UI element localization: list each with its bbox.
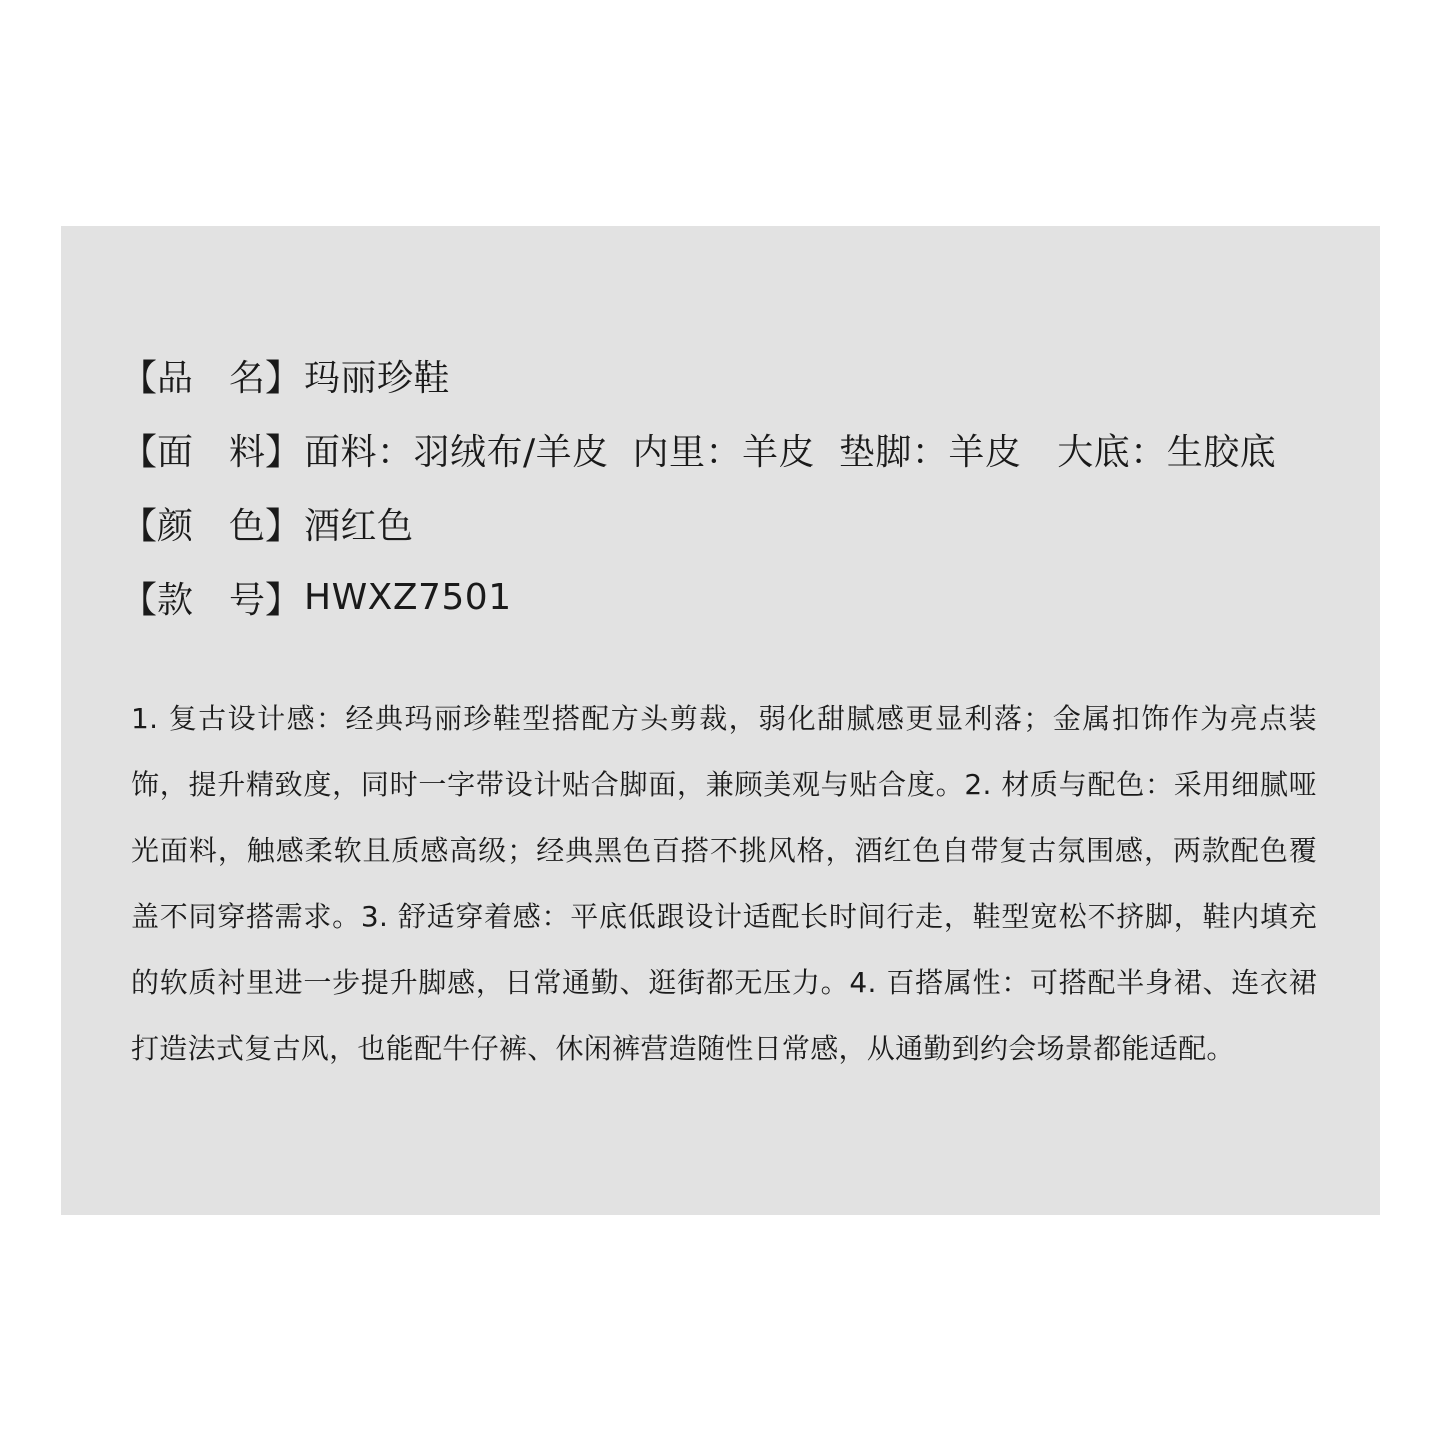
product-info-panel	[61, 226, 1380, 1215]
spec-label: 【品 名】	[121, 357, 302, 399]
spec-label: 【款 号】	[121, 579, 302, 621]
spec-value: 酒红色	[304, 505, 414, 547]
spec-value: HWXZ7501	[304, 576, 512, 618]
spec-label: 【颜 色】	[121, 505, 302, 547]
product-description: 1. 复古设计感：经典玛丽珍鞋型搭配方头剪裁，弱化甜腻感更显利落；金属扣饰作为亮点装饰，提升精致度，同时一字带设计贴合脚面，兼顾美观与贴合度。2. 材质与配色：采用细腻哑光面料，触感柔软且质感高级；经典黑色百搭不挑风格，酒红色自带复古氛围感，两款配色覆盖不同穿搭需求。3. 舒适穿着感：平底低跟设计适配长时间行走，鞋型宽松不挤脚，鞋内填充的软质衬里进一步提升脚感，日常通勤、逛街都无压力。4. 百搭属性：可搭配半身裙、连衣裙打造法式复古风，也能配牛仔裤、休闲裤营造随性日常感，从通勤到约会场景都能适配。	[131, 702, 1317, 1065]
spec-value: 玛丽珍鞋	[304, 357, 451, 399]
spec-row-model	[121, 560, 1341, 634]
spec-row-color	[121, 486, 1341, 560]
spec-list	[121, 338, 1341, 634]
spec-value: 面料：羽绒布/羊皮 内里：羊皮 垫脚：羊皮 大底：生胶底	[304, 431, 1277, 473]
spec-row-name	[121, 338, 1341, 412]
spec-row-material	[121, 412, 1341, 486]
spec-label: 【面 料】	[121, 431, 302, 473]
